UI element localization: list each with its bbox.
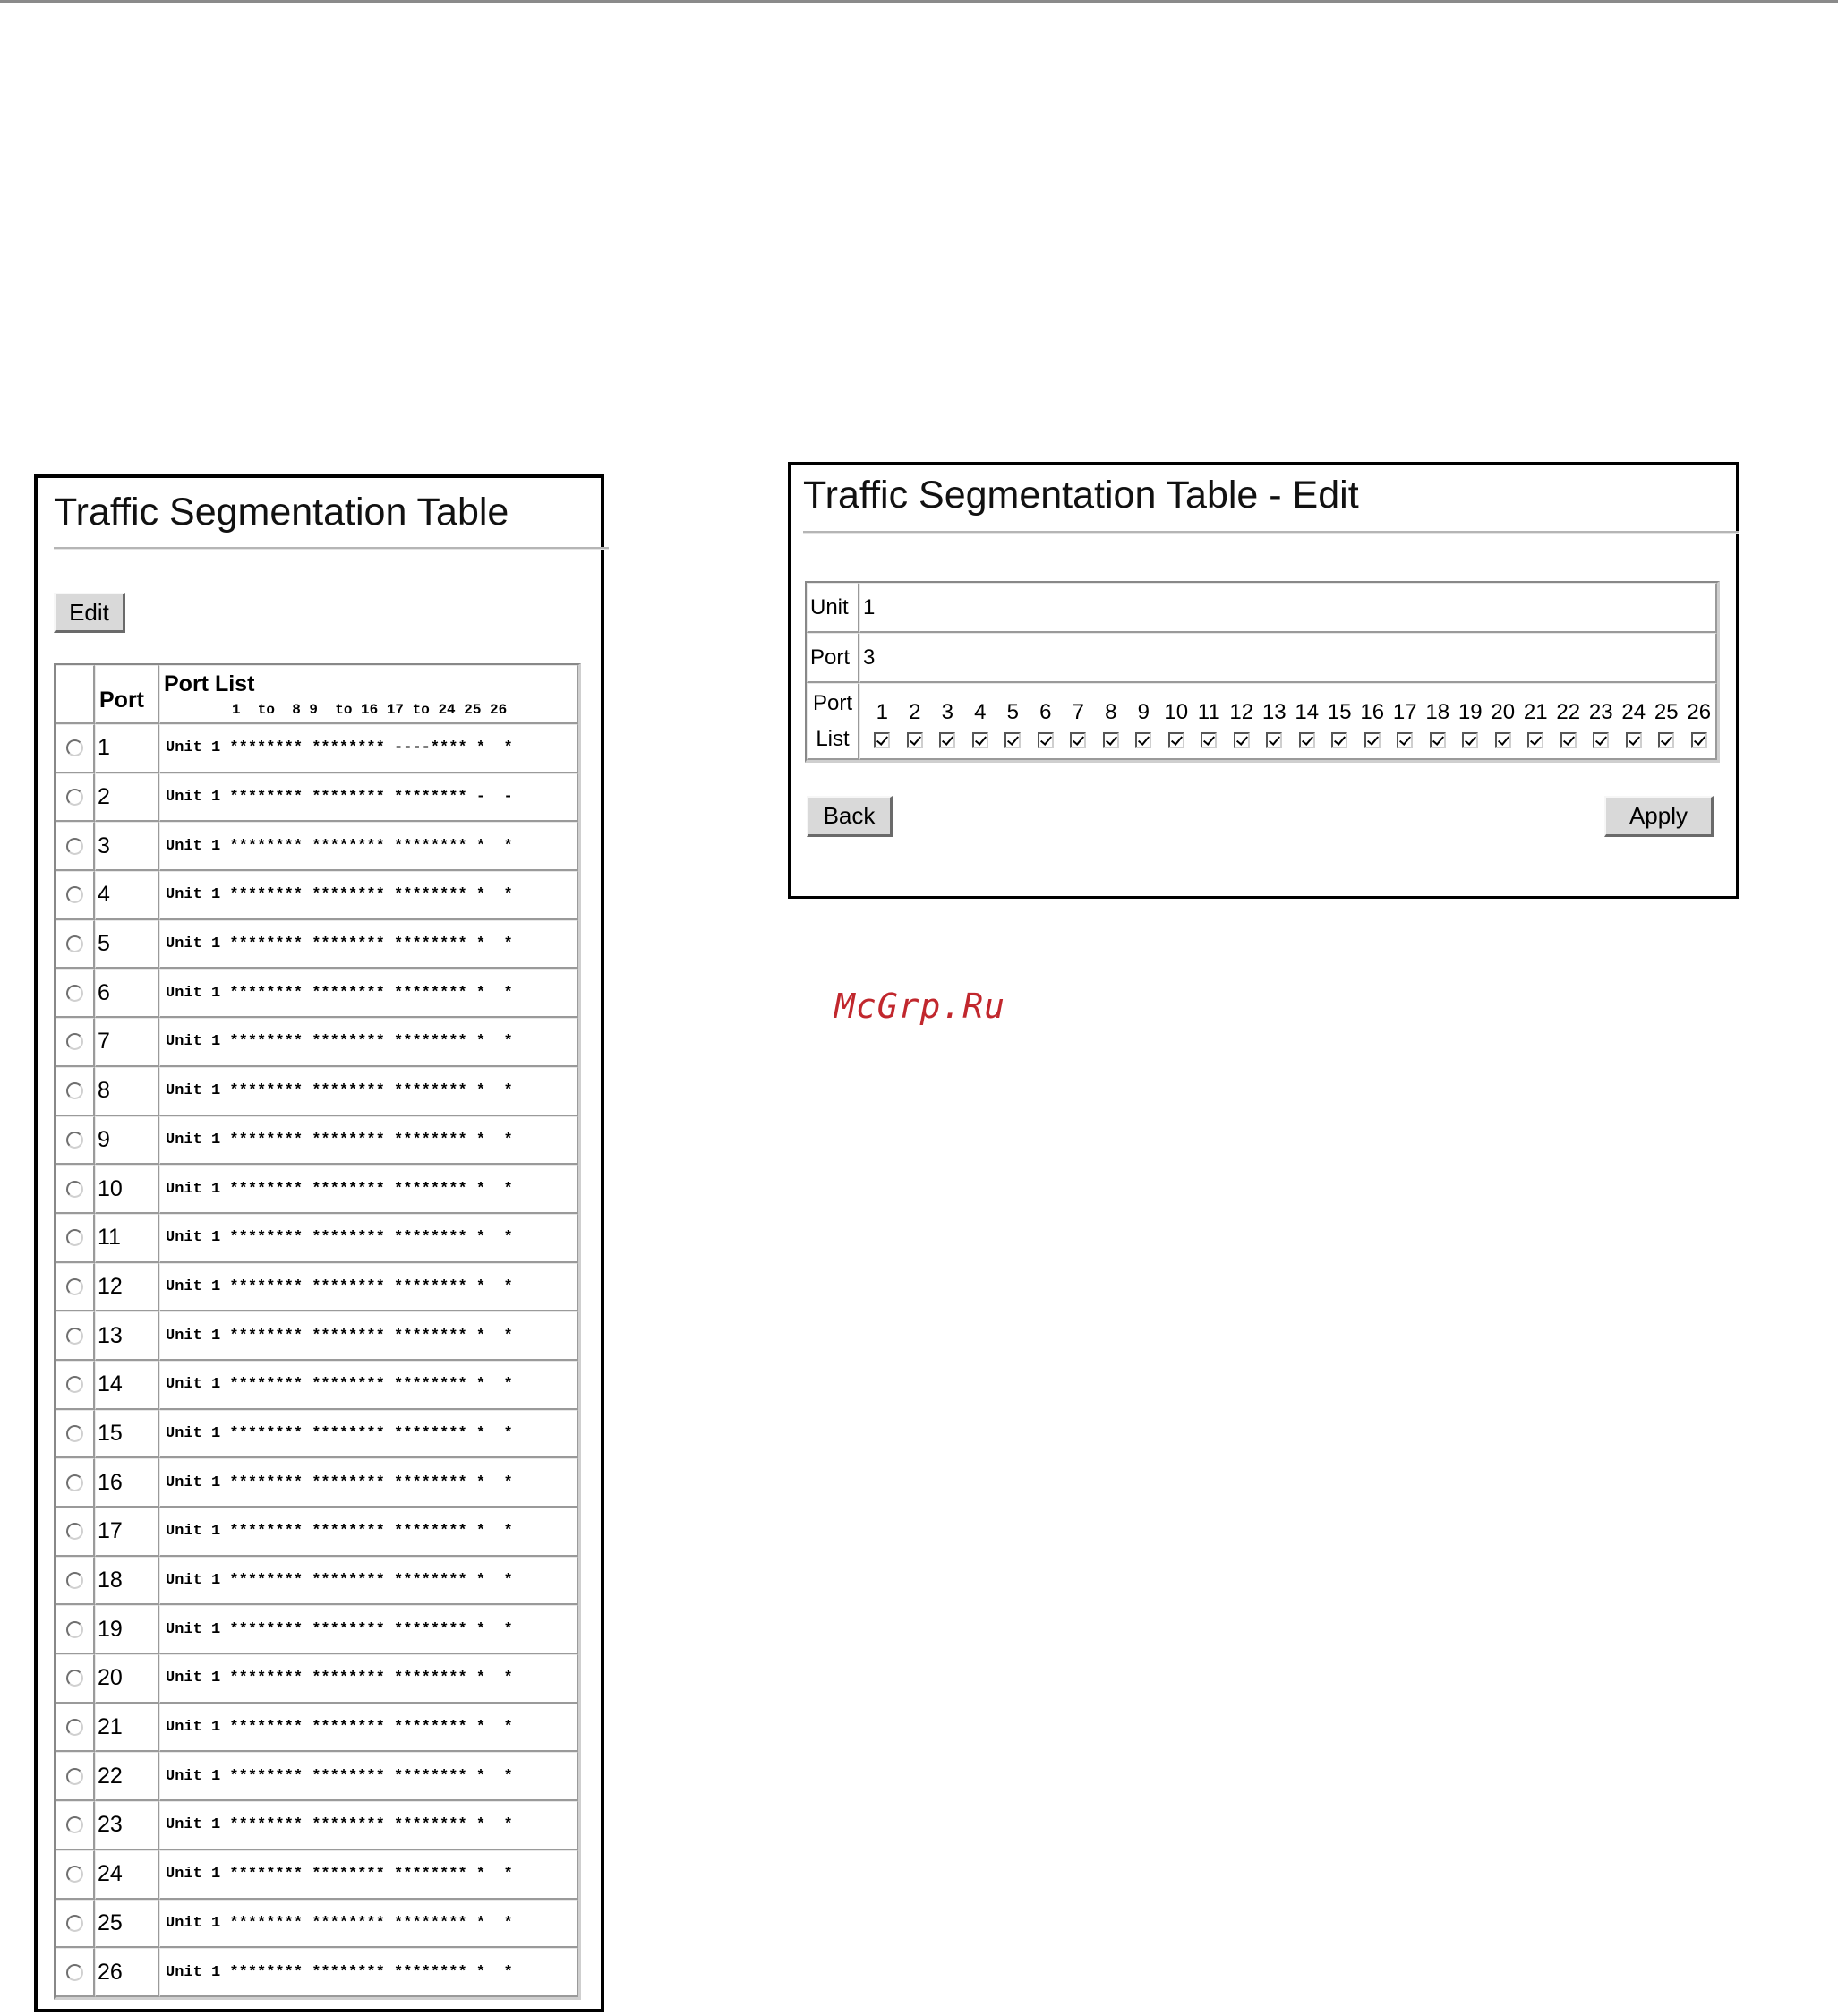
row-port: 23: [95, 1801, 159, 1850]
unit-row: [807, 583, 1717, 633]
row-select-radio[interactable]: [66, 838, 83, 855]
row-select-radio[interactable]: [66, 1033, 83, 1050]
row-select-radio[interactable]: [66, 1132, 83, 1149]
port-column: [1585, 695, 1618, 748]
port-number: 20: [1491, 699, 1516, 724]
port-number: 21: [1523, 699, 1548, 724]
segmentation-table: [54, 663, 581, 2000]
port-checkbox[interactable]: [972, 732, 988, 748]
table-row: [56, 1165, 578, 1214]
port-column: [1454, 695, 1487, 748]
title-divider: [54, 547, 609, 550]
row-port-list: Unit 1 ******** ******** ******** * *: [159, 1018, 578, 1067]
port-column: [1323, 695, 1356, 748]
row-port-list: Unit 1 ******** ******** ******** * *: [159, 1263, 578, 1312]
port-number: 22: [1556, 699, 1581, 724]
port-column: [1095, 695, 1128, 748]
unit-value: 1: [859, 583, 1717, 633]
port-column: [964, 695, 997, 748]
table-row: [56, 1458, 578, 1508]
port-checkbox[interactable]: [1593, 732, 1609, 748]
row-port: 24: [95, 1850, 159, 1900]
table-row: [56, 1116, 578, 1166]
table-row: [56, 1018, 578, 1067]
port-checkbox[interactable]: [1626, 732, 1642, 748]
table-row: [56, 1605, 578, 1654]
port-checkbox[interactable]: [1201, 732, 1217, 748]
port-column: [1226, 695, 1259, 748]
row-select-radio[interactable]: [66, 789, 83, 806]
table-row: [56, 920, 578, 970]
port-checkbox[interactable]: [1397, 732, 1413, 748]
table-row: [56, 822, 578, 871]
row-select-cell: [56, 1508, 95, 1557]
table-row: [56, 1801, 578, 1850]
port-column: [996, 695, 1030, 748]
row-select-cell: [56, 1263, 95, 1312]
port-checkbox[interactable]: [1462, 732, 1478, 748]
port-number: 12: [1229, 699, 1254, 724]
port-number: 3: [941, 699, 953, 724]
port-number: 8: [1105, 699, 1117, 724]
row-select-radio[interactable]: [66, 1670, 83, 1687]
port-label: Port: [807, 633, 859, 683]
port-checkbox[interactable]: [1331, 732, 1347, 748]
back-button[interactable]: Back: [807, 796, 893, 837]
table-row: [56, 871, 578, 920]
row-select-cell: [56, 871, 95, 920]
row-port: 5: [95, 920, 159, 970]
port-list-label-list: List: [816, 726, 850, 751]
edit-page-title: Traffic Segmentation Table - Edit: [803, 474, 1359, 517]
row-port: 22: [95, 1752, 159, 1801]
row-select-radio[interactable]: [66, 1523, 83, 1540]
row-port-list: Unit 1 ******** ******** ******** * *: [159, 969, 578, 1018]
row-port: 1: [95, 724, 159, 773]
row-select-cell: [56, 1018, 95, 1067]
row-select-radio[interactable]: [66, 1572, 83, 1589]
table-row: [56, 1214, 578, 1263]
row-port-list: Unit 1 ******** ******** ******** * *: [159, 1508, 578, 1557]
port-column: [1389, 695, 1422, 748]
row-select-radio[interactable]: [66, 1181, 83, 1198]
port-checkbox[interactable]: [907, 732, 923, 748]
row-select-radio[interactable]: [66, 1474, 83, 1491]
port-number: 14: [1295, 699, 1320, 724]
row-port: 16: [95, 1458, 159, 1508]
row-port-list: Unit 1 ******** ******** ******** * *: [159, 1948, 578, 1997]
port-column: [1127, 695, 1160, 748]
row-select-cell: [56, 1704, 95, 1753]
row-port-list: Unit 1 ******** ******** ******** * *: [159, 920, 578, 970]
row-port-list: Unit 1 ******** ******** ******** * *: [159, 1214, 578, 1263]
port-column: [1552, 695, 1586, 748]
port-checkbox[interactable]: [939, 732, 955, 748]
table-row: [56, 1654, 578, 1704]
row-select-cell: [56, 1557, 95, 1606]
row-select-cell: [56, 1801, 95, 1850]
row-select-cell: [56, 1654, 95, 1704]
port-checkbox[interactable]: [1299, 732, 1315, 748]
row-port-list: Unit 1 ******** ******** ******** * *: [159, 1458, 578, 1508]
port-checkbox[interactable]: [1691, 732, 1707, 748]
row-select-cell: [56, 1410, 95, 1459]
port-number: 26: [1687, 699, 1712, 724]
port-number: 7: [1072, 699, 1084, 724]
row-port: 20: [95, 1654, 159, 1704]
table-row: [56, 1311, 578, 1361]
row-port: 12: [95, 1263, 159, 1312]
port-number: 15: [1327, 699, 1352, 724]
row-select-radio[interactable]: [66, 1082, 83, 1099]
port-number: 2: [909, 699, 921, 724]
table-row: [56, 1850, 578, 1900]
top-rule: [0, 0, 1838, 3]
row-port-list: Unit 1 ******** ******** ******** * *: [159, 1752, 578, 1801]
table-row: [56, 724, 578, 773]
row-select-radio[interactable]: [66, 1719, 83, 1736]
row-select-radio[interactable]: [66, 886, 83, 903]
row-port-list: Unit 1 ******** ******** ******** * *: [159, 1067, 578, 1116]
row-select-radio[interactable]: [66, 935, 83, 952]
port-column: [1030, 695, 1063, 748]
table-row: [56, 1508, 578, 1557]
row-port-list: Unit 1 ******** ******** ******** * *: [159, 1605, 578, 1654]
row-port-list: Unit 1 ******** ******** ----**** * *: [159, 724, 578, 773]
table-row: [56, 969, 578, 1018]
edit-form-table: [805, 581, 1720, 763]
table-row: [56, 1067, 578, 1116]
port-list-header-label: Port List: [164, 671, 255, 696]
table-row: [56, 1263, 578, 1312]
port-number: 5: [1006, 699, 1019, 724]
row-select-radio[interactable]: [66, 985, 83, 1002]
row-select-cell: [56, 1900, 95, 1949]
port-checkbox[interactable]: [1560, 732, 1577, 748]
port-checkbox[interactable]: [1495, 732, 1511, 748]
port-column: [1650, 695, 1683, 748]
row-select-cell: [56, 1116, 95, 1166]
port-number: 10: [1164, 699, 1189, 724]
table-row: [56, 1752, 578, 1801]
row-select-radio[interactable]: [66, 739, 83, 756]
port-number: 11: [1197, 699, 1220, 724]
table-row: [56, 1361, 578, 1410]
watermark-logo: McGrp.Ru: [834, 987, 1006, 1026]
row-port: 9: [95, 1116, 159, 1166]
row-port: 26: [95, 1948, 159, 1997]
row-select-cell: [56, 1948, 95, 1997]
port-column: [1193, 695, 1226, 748]
port-row: [807, 633, 1717, 683]
port-list-column-header: [159, 665, 578, 724]
row-select-radio[interactable]: [66, 1816, 83, 1833]
traffic-segmentation-edit-panel: [788, 462, 1739, 899]
row-port-list: Unit 1 ******** ******** ******** * *: [159, 1654, 578, 1704]
page-title: Traffic Segmentation Table: [54, 491, 509, 534]
row-port: 6: [95, 969, 159, 1018]
row-port-list: Unit 1 ******** ******** ******** * *: [159, 1900, 578, 1949]
row-port: 7: [95, 1018, 159, 1067]
port-column: [1519, 695, 1552, 748]
row-select-cell: [56, 1311, 95, 1361]
row-port-list: Unit 1 ******** ******** ******** * *: [159, 1116, 578, 1166]
port-checkbox[interactable]: [1234, 732, 1250, 748]
row-select-cell: [56, 1214, 95, 1263]
row-port-list: Unit 1 ******** ******** ******** * *: [159, 1801, 578, 1850]
port-number: 23: [1588, 699, 1613, 724]
table-row: [56, 1410, 578, 1459]
row-port: 8: [95, 1067, 159, 1116]
port-checkbox[interactable]: [1038, 732, 1054, 748]
row-select-radio[interactable]: [66, 1964, 83, 1981]
port-number: 19: [1458, 699, 1483, 724]
port-column: [1683, 695, 1716, 748]
table-row: [56, 773, 578, 823]
port-value: 3: [859, 633, 1717, 683]
port-column: [899, 695, 932, 748]
port-checkbox[interactable]: [1135, 732, 1151, 748]
row-select-radio[interactable]: [66, 1621, 83, 1638]
port-checkbox[interactable]: [1658, 732, 1674, 748]
port-number: 24: [1621, 699, 1646, 724]
row-select-cell: [56, 969, 95, 1018]
row-port: 2: [95, 773, 159, 823]
table-row: [56, 1948, 578, 1997]
row-select-cell: [56, 1752, 95, 1801]
port-column: [1356, 695, 1389, 748]
port-checkbox[interactable]: [1004, 732, 1021, 748]
row-select-radio[interactable]: [66, 1376, 83, 1393]
row-port: 14: [95, 1361, 159, 1410]
port-column: [1291, 695, 1324, 748]
port-column: [866, 695, 899, 748]
row-port: 17: [95, 1508, 159, 1557]
row-select-radio[interactable]: [66, 1915, 83, 1932]
port-checkbox[interactable]: [1364, 732, 1381, 748]
row-select-cell: [56, 1361, 95, 1410]
row-port: 10: [95, 1165, 159, 1214]
row-select-cell: [56, 1067, 95, 1116]
table-row: [56, 1704, 578, 1753]
port-number: 1: [876, 699, 888, 724]
row-select-cell: [56, 1850, 95, 1900]
row-port: 15: [95, 1410, 159, 1459]
row-select-cell: [56, 724, 95, 773]
port-number: 4: [974, 699, 987, 724]
port-column: [931, 695, 964, 748]
port-number: 17: [1392, 699, 1417, 724]
row-port: 21: [95, 1704, 159, 1753]
row-port-list: Unit 1 ******** ******** ******** * *: [159, 1557, 578, 1606]
port-column: [1618, 695, 1651, 748]
port-checkbox[interactable]: [1168, 732, 1184, 748]
port-number: 16: [1360, 699, 1385, 724]
row-port: 25: [95, 1900, 159, 1949]
port-column: [1062, 695, 1095, 748]
row-port-list: Unit 1 ******** ******** ******** * *: [159, 822, 578, 871]
edit-button[interactable]: Edit: [54, 593, 125, 633]
apply-button[interactable]: Apply: [1604, 796, 1714, 837]
select-column-header: [56, 665, 95, 724]
row-select-radio[interactable]: [66, 1425, 83, 1442]
row-select-radio[interactable]: [66, 1768, 83, 1785]
port-checkbox-cell: [859, 683, 1717, 760]
port-checkbox[interactable]: [1266, 732, 1282, 748]
row-port-list: Unit 1 ******** ******** ******** * *: [159, 871, 578, 920]
port-checkbox[interactable]: [1527, 732, 1543, 748]
row-select-cell: [56, 920, 95, 970]
port-list-label-port: Port: [812, 690, 852, 715]
port-range-ruler: 1 to 8 9 to 16 17 to 24 25 26: [232, 702, 508, 718]
port-column: [1258, 695, 1291, 748]
row-port-list: Unit 1 ******** ******** ******** * *: [159, 1410, 578, 1459]
row-port-list: Unit 1 ******** ******** ******** * *: [159, 1361, 578, 1410]
port-column-header: Port: [95, 665, 159, 724]
row-select-cell: [56, 1458, 95, 1508]
row-select-cell: [56, 1165, 95, 1214]
port-list-label: [807, 683, 859, 760]
unit-label: Unit: [807, 583, 859, 633]
row-port: 11: [95, 1214, 159, 1263]
port-number: 25: [1654, 699, 1679, 724]
port-column: [1160, 695, 1193, 748]
row-select-radio[interactable]: [66, 1328, 83, 1345]
row-port-list: Unit 1 ******** ******** ******** - -: [159, 773, 578, 823]
port-list-row: [807, 683, 1717, 760]
port-checkbox-grid: [860, 695, 1715, 748]
table-row: [56, 1900, 578, 1949]
row-port: 19: [95, 1605, 159, 1654]
port-checkbox[interactable]: [1103, 732, 1119, 748]
port-number: 9: [1137, 699, 1150, 724]
port-checkbox[interactable]: [1430, 732, 1446, 748]
port-column: [1422, 695, 1455, 748]
port-number: 6: [1039, 699, 1052, 724]
row-port-list: Unit 1 ******** ******** ******** * *: [159, 1850, 578, 1900]
traffic-segmentation-table-panel: [34, 474, 604, 2012]
row-select-cell: [56, 822, 95, 871]
row-port-list: Unit 1 ******** ******** ******** * *: [159, 1311, 578, 1361]
row-port: 13: [95, 1311, 159, 1361]
row-select-radio[interactable]: [66, 1229, 83, 1246]
row-select-radio[interactable]: [66, 1866, 83, 1883]
table-header-row: [56, 665, 578, 724]
row-port-list: Unit 1 ******** ******** ******** * *: [159, 1165, 578, 1214]
port-checkbox[interactable]: [1070, 732, 1086, 748]
port-number: 18: [1425, 699, 1450, 724]
row-select-cell: [56, 773, 95, 823]
edit-title-divider: [803, 531, 1739, 534]
port-column: [1487, 695, 1520, 748]
row-select-cell: [56, 1605, 95, 1654]
table-row: [56, 1557, 578, 1606]
port-checkbox[interactable]: [874, 732, 890, 748]
row-port-list: Unit 1 ******** ******** ******** * *: [159, 1704, 578, 1753]
row-port: 3: [95, 822, 159, 871]
row-port: 18: [95, 1557, 159, 1606]
row-select-radio[interactable]: [66, 1278, 83, 1295]
row-port: 4: [95, 871, 159, 920]
port-number: 13: [1261, 699, 1287, 724]
